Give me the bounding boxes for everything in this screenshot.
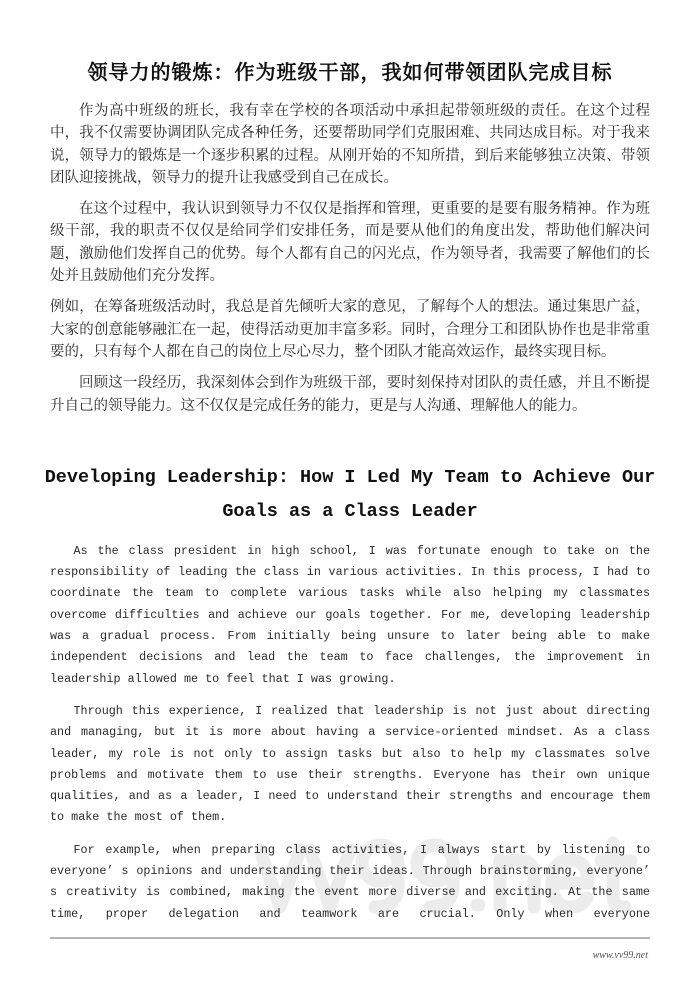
chinese-title: 领导力的锻炼：作为班级干部，我如何带领团队完成目标 bbox=[87, 60, 613, 84]
english-title: Developing Leadership: How I Led My Team to Achieve Our Goals as a Class Leader bbox=[44, 466, 656, 522]
footer-divider bbox=[50, 937, 650, 939]
english-paragraph-3: For example, when preparing class activities, I always start by listening to everyone’ s opinions and understanding their ideas. Through brainstorming, everyone’ s creativity is combined, making the event more diverse and exciting. At the same time, proper delegation and teamwork are crucial. Only when everyone bbox=[50, 842, 650, 921]
english-paragraph-2: Through this experience, I realized that leadership is not just about directing and managing, but it is more about having a service-oriented mindset. As a class leader, my role is not only to assign tasks but also to help my classmates solve problems and motivate them to use their strengths. Everyone has their own unique qualities, and as a leader, I need to understand their strengths and encourage them to make the most of them. bbox=[50, 703, 650, 825]
chinese-paragraph-3: 例如，在筹备班级活动时，我总是首先倾听大家的意见，了解每个人的想法。通过集思广益，大家的创意能够融汇在一起，使得活动更加丰富多彩。同时，合理分工和团队协作也是非常重要的，只有每个人都在自己的岗位上尽心尽力，整个团队才能高效运作，最终实现目标。 bbox=[50, 299, 650, 360]
chinese-paragraph-2: 在这个过程中，我认识到领导力不仅仅是指挥和管理，更重要的是要有服务精神。作为班级干部，我的职责不仅仅是给同学们安排任务，而是要从他们的角度出发，帮助他们解决问题，激励他们发挥自己的优势。每个人都有自己的闪光点，作为领导者，我需要了解他们的长处并且鼓励他们充分发挥。 bbox=[50, 201, 650, 285]
footer-site: www.vv99.net bbox=[592, 949, 648, 961]
chinese-paragraph-4: 回顾这一段经历，我深刻体会到作为班级干部，要时刻保持对团队的责任感，并且不断提升自己的领导能力。这不仅仅是完成任务的能力，更是与人沟通、理解他人的能力。 bbox=[50, 375, 650, 414]
chinese-paragraph-1: 作为高中班级的班长，我有幸在学校的各项活动中承担起带领班级的责任。在这个过程中，我不仅需要协调团队完成各种任务，还要帮助同学们克服困难、共同达成目标。对于我来说，领导力的锻炼是一个逐步积累的过程。从刚开始的不知所措，到后来能够独立决策、带领团队迎接挑战，领导力的提升让我感受到自己在成长。 bbox=[50, 103, 650, 186]
english-paragraph-1: As the class president in high school, I was fortunate enough to take on the responsibility of leading the class in various activities. In this process, I had to coordinate the team to complete various tasks while also helping my classmates overcome difficulties and achieve our goals together. For me, developing leadership was a gradual process. From initially being unsure to later being able to make independent decisions and lead the team to face challenges, the improvement in leadership allowed me to feel that I was growing. bbox=[50, 543, 650, 686]
